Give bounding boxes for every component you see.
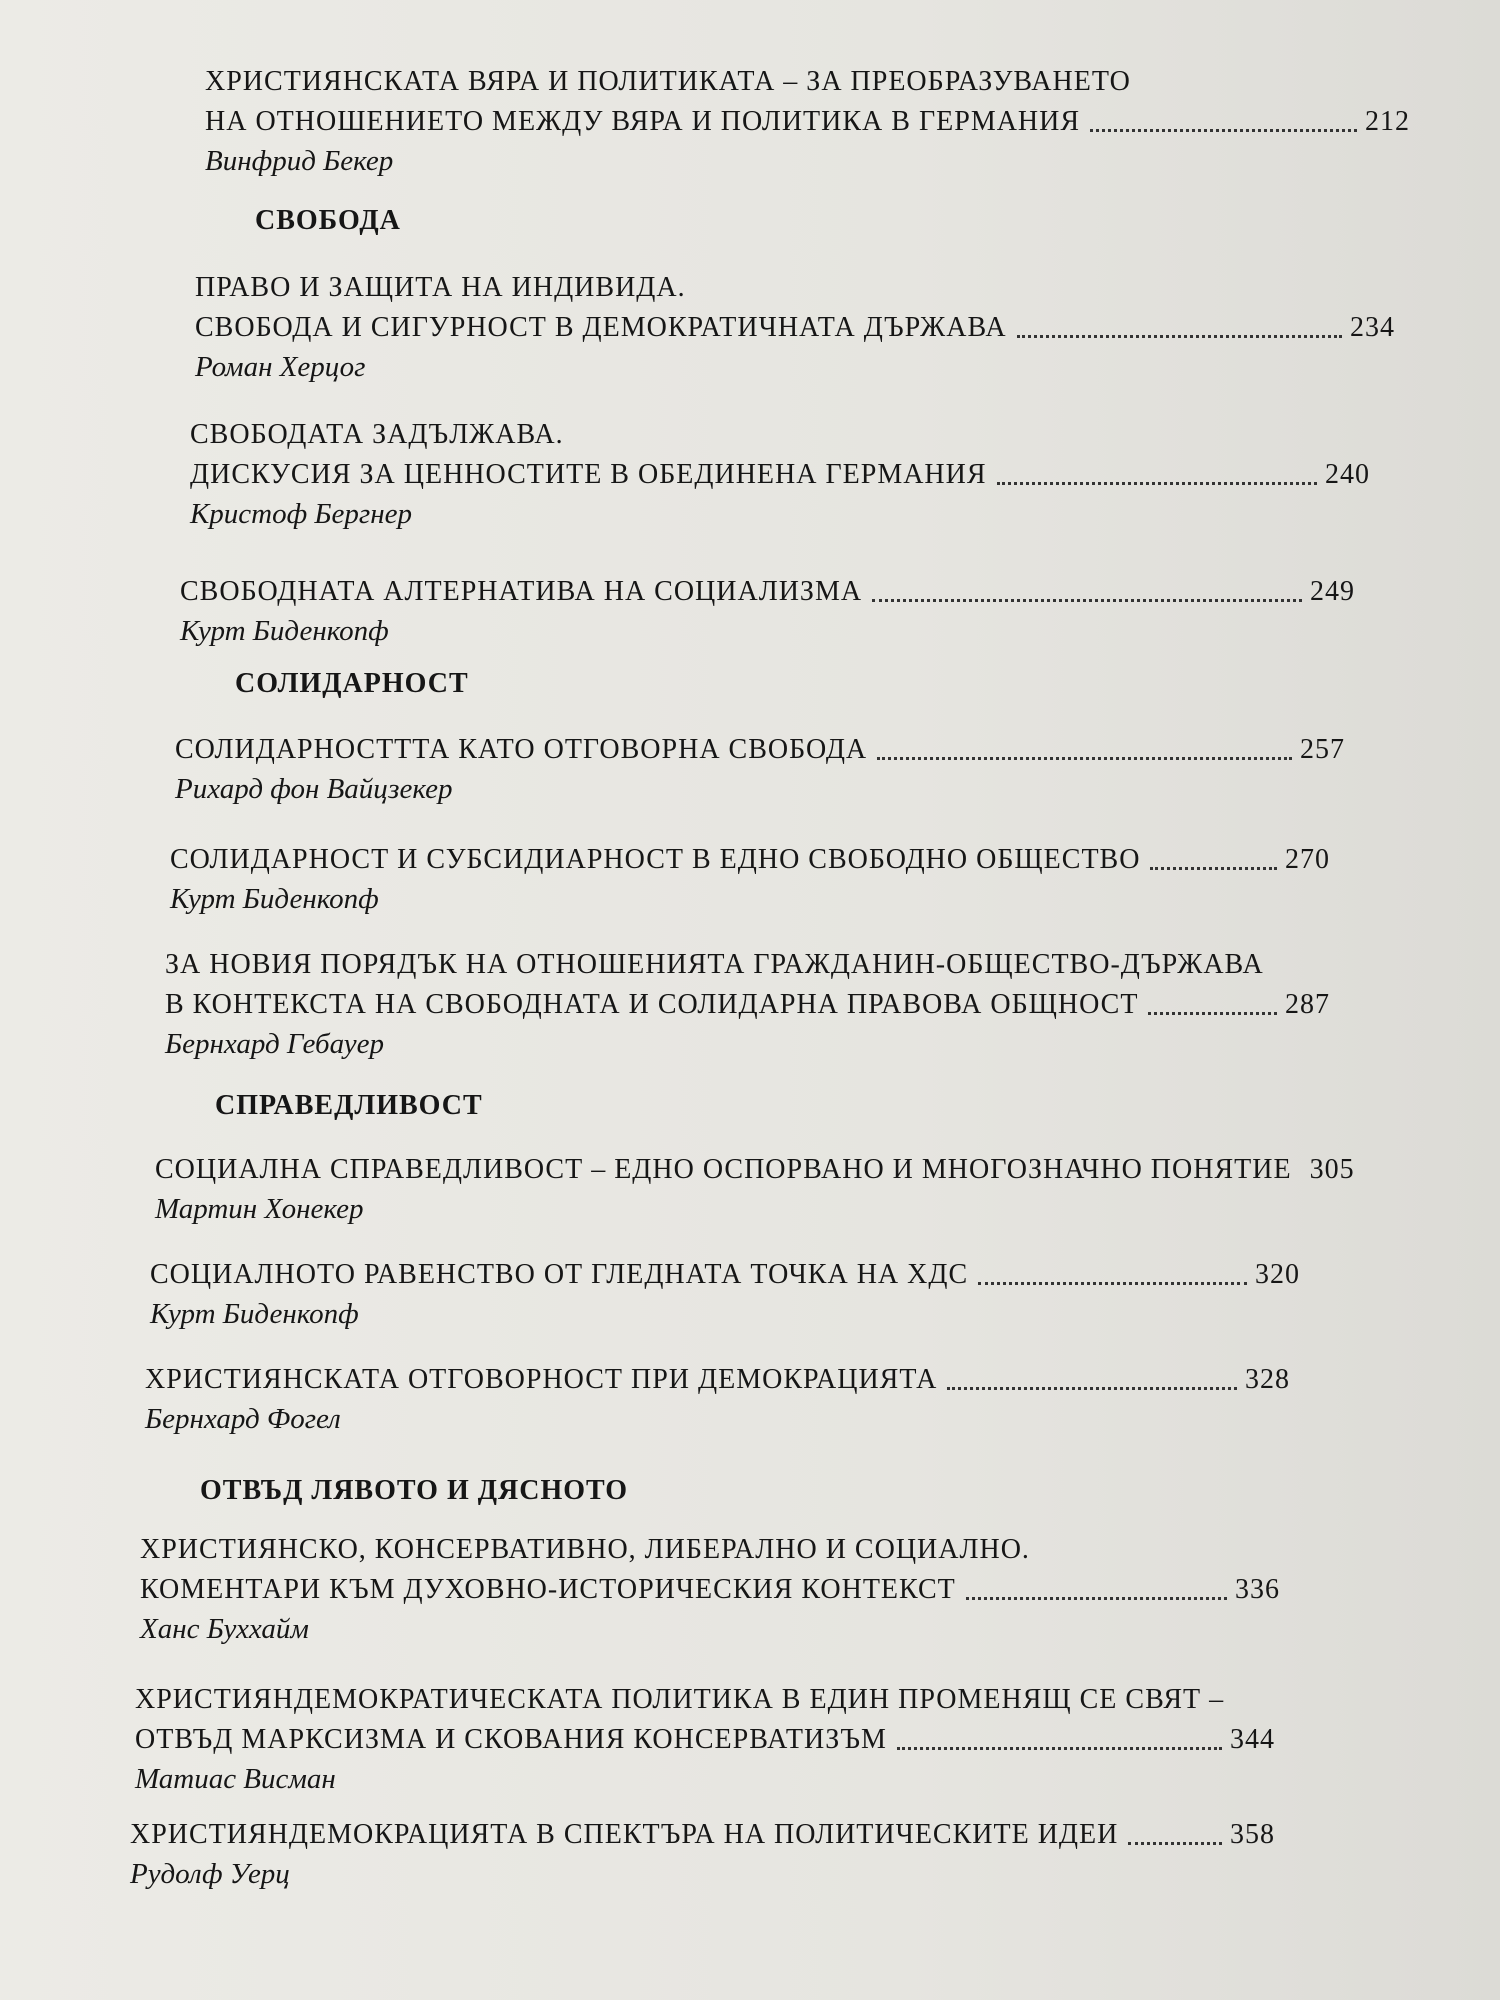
page-number: 249 xyxy=(1310,576,1355,607)
section-heading: СПРАВЕДЛИВОСТ xyxy=(215,1090,483,1121)
page-number: 320 xyxy=(1255,1259,1300,1290)
dot-leader xyxy=(1148,1011,1277,1015)
dot-leader xyxy=(978,1281,1247,1285)
entry-title-text: СОЦИАЛНА СПРАВЕДЛИВОСТ – ЕДНО ОСПОРВАНО И МНОГОЗНАЧНО ПОНЯТИЕ xyxy=(155,1154,1292,1185)
toc-entry xyxy=(165,945,1330,1063)
entry-title-line xyxy=(190,455,1370,495)
dot-leader xyxy=(1150,866,1277,870)
entry-title-text: ОТВЪД МАРКСИЗМА И СКОВАНИЯ КОНСЕРВАТИЗЪМ xyxy=(135,1724,887,1755)
entry-title-text: ДИСКУСИЯ ЗА ЦЕННОСТИТЕ В ОБЕДИНЕНА ГЕРМАНИЯ xyxy=(190,459,987,490)
entry-title-line xyxy=(165,985,1330,1025)
entry-title-text: ХРИСТИЯНСКО, КОНСЕРВАТИВНО, ЛИБЕРАЛНО И СОЦИАЛНО. xyxy=(140,1534,1030,1565)
entry-author: Курт Биденкопф xyxy=(170,883,379,915)
dot-leader xyxy=(897,1746,1222,1750)
dot-leader xyxy=(947,1386,1237,1390)
page-number: 240 xyxy=(1325,459,1370,490)
section-heading: ОТВЪД ЛЯВОТО И ДЯСНОТО xyxy=(200,1475,629,1506)
entry-title-line xyxy=(145,1360,1290,1400)
entry-title-line xyxy=(170,840,1330,880)
entry-author: Мартин Хонекер xyxy=(155,1193,364,1225)
entry-author: Рудолф Уерц xyxy=(130,1858,290,1890)
section-heading: СВОБОДА xyxy=(255,205,401,236)
toc-entry xyxy=(195,268,1395,386)
entry-title-text: НА ОТНОШЕНИЕТО МЕЖДУ ВЯРА И ПОЛИТИКА В ГЕРМАНИЯ xyxy=(205,106,1081,137)
entry-title-text: ПРАВО И ЗАЩИТА НА ИНДИВИДА. xyxy=(195,272,686,303)
toc-entry xyxy=(175,730,1345,808)
entry-title-line xyxy=(205,62,1410,102)
entry-title-line xyxy=(180,572,1355,612)
entry-title-line xyxy=(140,1530,1280,1570)
entry-title-line xyxy=(140,1570,1280,1610)
toc-entry xyxy=(150,1255,1300,1333)
entry-title-text: ХРИСТИЯНСКАТА ОТГОВОРНОСТ ПРИ ДЕМОКРАЦИЯТА xyxy=(145,1364,938,1395)
entry-title-line xyxy=(165,945,1330,985)
entry-title-line xyxy=(190,415,1370,455)
page-number: 305 xyxy=(1309,1154,1355,1185)
toc-entry xyxy=(180,572,1355,650)
entry-title-line xyxy=(135,1720,1275,1760)
toc-entry xyxy=(205,62,1410,180)
toc-entry xyxy=(130,1815,1275,1893)
toc-entry xyxy=(145,1360,1290,1438)
dot-leader xyxy=(1017,334,1342,338)
entry-title-text: ЗА НОВИЯ ПОРЯДЪК НА ОТНОШЕНИЯТА ГРАЖДАНИН-ОБЩЕСТВО-ДЪРЖАВА xyxy=(165,949,1264,980)
page-number: 358 xyxy=(1230,1819,1275,1850)
entry-title-line xyxy=(150,1255,1300,1295)
entry-title-text: СОЦИАЛНОТО РАВЕНСТВО ОТ ГЛЕДНАТА ТОЧКА НА ХДС xyxy=(150,1259,969,1290)
entry-title-line xyxy=(130,1815,1275,1855)
toc-entry xyxy=(190,415,1370,533)
page-number: 344 xyxy=(1230,1724,1275,1755)
dot-leader xyxy=(997,481,1317,485)
toc-entry xyxy=(155,1150,1355,1228)
toc-entry xyxy=(170,840,1330,918)
dot-leader xyxy=(1090,128,1357,132)
page-number: 257 xyxy=(1300,734,1345,765)
entry-title-text: СВОБОДА И СИГУРНОСТ В ДЕМОКРАТИЧНАТА ДЪРЖАВА xyxy=(195,312,1007,343)
entry-title-line xyxy=(205,102,1410,142)
entry-title-text: СВОБОДНАТА АЛТЕРНАТИВА НА СОЦИАЛИЗМА xyxy=(180,576,863,607)
entry-title-text: КОМЕНТАРИ КЪМ ДУХОВНО-ИСТОРИЧЕСКИЯ КОНТЕКСТ xyxy=(140,1574,956,1605)
dot-leader xyxy=(1128,1841,1222,1845)
page-number: 328 xyxy=(1245,1364,1290,1395)
entry-author: Матиас Висман xyxy=(135,1763,336,1795)
toc-entry xyxy=(135,1680,1275,1798)
entry-author: Курт Биденкопф xyxy=(180,615,389,647)
entry-title-text: ХРИСТИЯНСКАТА ВЯРА И ПОЛИТИКАТА – ЗА ПРЕОБРАЗУВАНЕТО xyxy=(205,66,1131,97)
entry-author: Винфрид Бекер xyxy=(205,145,394,177)
dot-leader xyxy=(877,756,1292,760)
entry-title-line xyxy=(195,308,1395,348)
entry-title-text: ХРИСТИЯНДЕМОКРАЦИЯТА В СПЕКТЪРА НА ПОЛИТИЧЕСКИТЕ ИДЕИ xyxy=(130,1819,1119,1850)
entry-author: Рихард фон Вайцзекер xyxy=(175,773,453,805)
entry-author: Ханс Буххайм xyxy=(140,1613,309,1645)
entry-title-line xyxy=(195,268,1395,308)
entry-title-line xyxy=(155,1150,1355,1190)
dot-leader xyxy=(872,598,1302,602)
entry-author: Бернхард Гебауер xyxy=(165,1028,384,1060)
entry-title-text: В КОНТЕКСТА НА СВОБОДНАТА И СОЛИДАРНА ПРАВОВА ОБЩНОСТ xyxy=(165,989,1139,1020)
page-number: 287 xyxy=(1285,989,1330,1020)
entry-title-text: СОЛИДАРНОСТТТА КАТО ОТГОВОРНА СВОБОДА xyxy=(175,734,868,765)
entry-title-line xyxy=(175,730,1345,770)
page-number: 336 xyxy=(1235,1574,1280,1605)
page-number: 234 xyxy=(1350,312,1395,343)
entry-author: Роман Херцог xyxy=(195,351,366,383)
entry-author: Курт Биденкопф xyxy=(150,1298,359,1330)
entry-title-text: СВОБОДАТА ЗАДЪЛЖАВА. xyxy=(190,419,564,450)
section-heading: СОЛИДАРНОСТ xyxy=(235,668,469,699)
entry-author: Бернхард Фогел xyxy=(145,1403,341,1435)
entry-author: Кристоф Бергнер xyxy=(190,498,412,530)
page-number: 212 xyxy=(1365,106,1410,137)
page-number: 270 xyxy=(1285,844,1330,875)
entry-title-line xyxy=(135,1680,1275,1720)
dot-leader xyxy=(966,1596,1227,1600)
toc-entry xyxy=(140,1530,1280,1648)
entry-title-text: СОЛИДАРНОСТ И СУБСИДИАРНОСТ В ЕДНО СВОБОДНО ОБЩЕСТВО xyxy=(170,844,1141,875)
entry-title-text: ХРИСТИЯНДЕМОКРАТИЧЕСКАТА ПОЛИТИКА В ЕДИН ПРОМЕНЯЩ СЕ СВЯТ – xyxy=(135,1684,1225,1715)
